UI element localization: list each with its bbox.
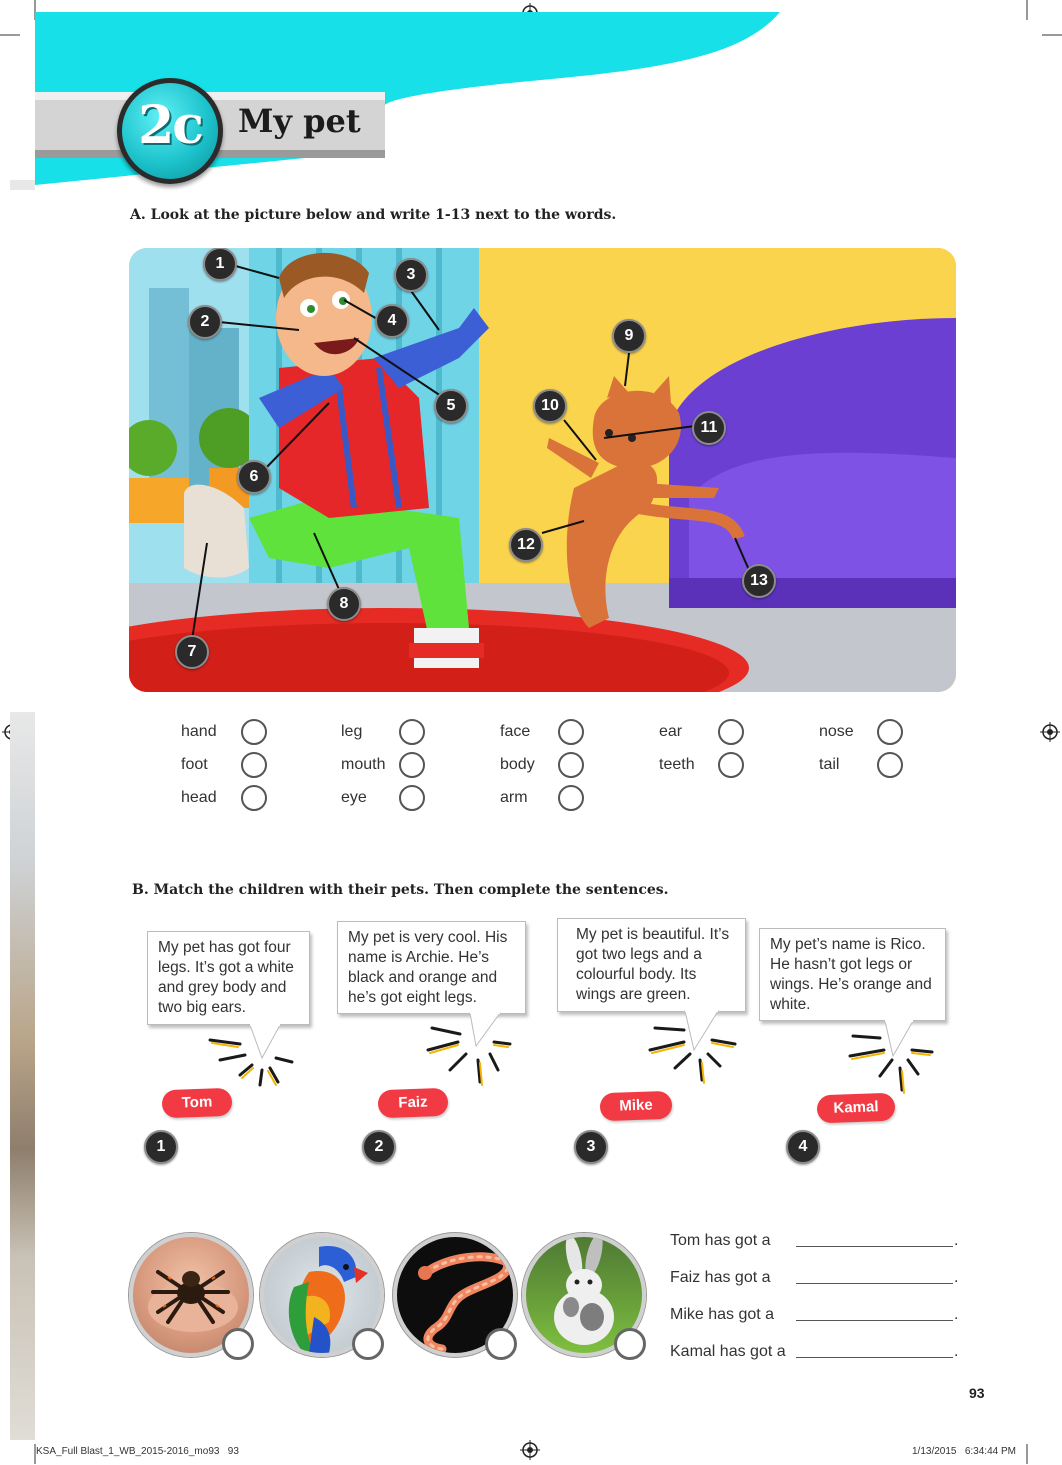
marker-5: 5 bbox=[434, 389, 468, 423]
answer-circle-teeth[interactable] bbox=[718, 752, 744, 778]
word-eye: eye bbox=[341, 789, 367, 806]
answer-circle-rabbit[interactable] bbox=[614, 1328, 646, 1360]
answer-circle-body[interactable] bbox=[558, 752, 584, 778]
answer-circle-leg[interactable] bbox=[399, 719, 425, 745]
word-hand: hand bbox=[181, 723, 217, 740]
name-tag-faiz: Faiz bbox=[378, 1088, 449, 1118]
child-number-3: 3 bbox=[574, 1130, 608, 1164]
sentence-mike: Mike has got a bbox=[670, 1306, 775, 1323]
word-arm: arm bbox=[500, 789, 528, 806]
answer-circle-nose[interactable] bbox=[877, 719, 903, 745]
word-teeth: teeth bbox=[659, 756, 695, 773]
blank-tom[interactable] bbox=[796, 1246, 953, 1247]
blank-end-faiz: . bbox=[954, 1269, 959, 1286]
blank-kamal[interactable] bbox=[796, 1357, 953, 1358]
marker-12: 12 bbox=[509, 528, 543, 562]
answer-circle-head[interactable] bbox=[241, 785, 267, 811]
registration-mark-bottom bbox=[520, 1440, 540, 1460]
answer-circle-hand[interactable] bbox=[241, 719, 267, 745]
word-leg: leg bbox=[341, 723, 363, 740]
answer-circle-snake[interactable] bbox=[485, 1328, 517, 1360]
child-number-1: 1 bbox=[144, 1130, 178, 1164]
name-tag-kamal: Kamal bbox=[817, 1093, 896, 1124]
marker-9: 9 bbox=[612, 319, 646, 353]
print-file-info: KSA_Full Blast_1_WB_2015-2016_mo93 93 bbox=[36, 1446, 239, 1457]
speech-bubble-3: My pet is beautiful. It’s got two legs and a colourful body. Its wings are green. bbox=[557, 918, 746, 1012]
blank-mike[interactable] bbox=[796, 1320, 953, 1321]
word-nose: nose bbox=[819, 723, 854, 740]
answer-circle-arm[interactable] bbox=[558, 785, 584, 811]
word-ear: ear bbox=[659, 723, 683, 740]
bubble-tails bbox=[0, 1010, 1062, 1100]
speech-bubble-2: My pet is very cool. His name is Archie. He’s black and orange and he’s got eight legs. bbox=[337, 921, 526, 1014]
marker-11: 11 bbox=[692, 411, 726, 445]
speech-bubble-1: My pet has got four legs. It’s got a white and grey body and two big ears. bbox=[147, 931, 310, 1025]
word-body: body bbox=[500, 756, 535, 773]
answer-circle-parrot[interactable] bbox=[352, 1328, 384, 1360]
marker-6: 6 bbox=[237, 460, 271, 494]
name-tag-mike: Mike bbox=[600, 1091, 673, 1121]
marker-4: 4 bbox=[375, 304, 409, 338]
body-parts-illustration bbox=[129, 248, 956, 692]
child-number-4: 4 bbox=[786, 1130, 820, 1164]
blank-end-mike: . bbox=[954, 1306, 959, 1323]
answer-circle-spider[interactable] bbox=[222, 1328, 254, 1360]
answer-circle-face[interactable] bbox=[558, 719, 584, 745]
marker-2: 2 bbox=[188, 305, 222, 339]
blank-end-tom: . bbox=[954, 1232, 959, 1249]
answer-circle-ear[interactable] bbox=[718, 719, 744, 745]
page-number: 93 bbox=[969, 1385, 985, 1401]
name-tag-tom: Tom bbox=[162, 1088, 233, 1118]
sentence-kamal: Kamal has got a bbox=[670, 1343, 786, 1360]
child-number-2: 2 bbox=[362, 1130, 396, 1164]
word-foot: foot bbox=[181, 756, 208, 773]
answer-circle-tail[interactable] bbox=[877, 752, 903, 778]
answer-circle-foot[interactable] bbox=[241, 752, 267, 778]
answer-circle-eye[interactable] bbox=[399, 785, 425, 811]
marker-7: 7 bbox=[175, 635, 209, 669]
blank-end-kamal: . bbox=[954, 1343, 959, 1360]
marker-13: 13 bbox=[742, 564, 776, 598]
marker-10: 10 bbox=[533, 389, 567, 423]
sentence-tom: Tom has got a bbox=[670, 1232, 771, 1249]
answer-circle-mouth[interactable] bbox=[399, 752, 425, 778]
unit-badge bbox=[117, 78, 223, 184]
blank-faiz[interactable] bbox=[796, 1283, 953, 1284]
unit-badge-label: 2c bbox=[138, 95, 202, 156]
sentence-faiz: Faiz has got a bbox=[670, 1269, 771, 1286]
word-head: head bbox=[181, 789, 217, 806]
section-b-instruction: B. Match the children with their pets. Then complete the sentences. bbox=[132, 882, 669, 898]
section-a-instruction: A. Look at the picture below and write 1-13 next to the words. bbox=[130, 207, 617, 223]
word-face: face bbox=[500, 723, 531, 740]
page-title: My pet bbox=[238, 102, 361, 140]
word-tail: tail bbox=[819, 756, 840, 773]
registration-mark-right bbox=[1040, 722, 1060, 742]
marker-8: 8 bbox=[327, 587, 361, 621]
word-mouth: mouth bbox=[341, 756, 386, 773]
marker-1: 1 bbox=[203, 248, 237, 281]
marker-3: 3 bbox=[394, 258, 428, 292]
speech-bubble-4: My pet’s name is Rico. He hasn’t got legs or wings. He’s orange and white. bbox=[759, 928, 946, 1021]
print-timestamp: 1/13/2015 6:34:44 PM bbox=[912, 1446, 1016, 1457]
